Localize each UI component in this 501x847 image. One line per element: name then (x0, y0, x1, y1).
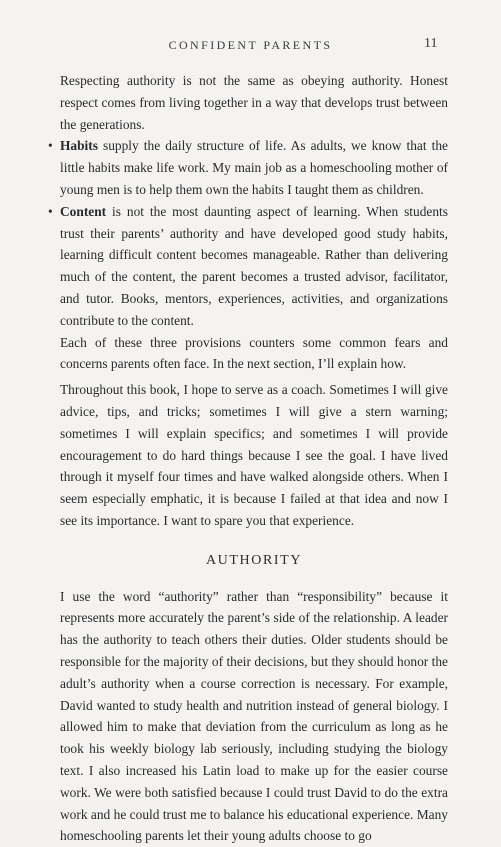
bullet-text-content: is not the most daunting aspect of learning. When students trust their parents’ authority and have developed good study habits, learning difficult content becomes manageable. Rather than delivering much of the content, the parent becomes a trusted advisor, facilitator, and tutor. Books, mentors, experiences, activities, and organizations contribute to the content. (60, 203, 448, 328)
page-number: 11 (424, 36, 438, 51)
running-head-title: CONFIDENT PARENTS (168, 38, 333, 52)
authority-paragraph: I use the word “authority” rather than “responsibility” because it represents more accurately the parent’s side of the relationship. A leader has the authority to teach others their duties. Older students should be responsible for the majority of their decisions, but they should honor the adult’s authority when a course correction is necessary. For example, David wanted to study health and nutrition instead of general biology. I allowed him to make that deviation from the curriculum as long as he took his weekly biology lab seriously, including studying the biology text. I also increased his Latin load to make up for the easier course work. We were both satisfied because I could trust David to do the extra work and he could trust me to balance his educational experience. Many homeschooling parents let their young adults choose to go (60, 588, 448, 844)
bullet-term-habits: Habits (60, 138, 98, 154)
coach-paragraph: Throughout this book, I hope to serve as a coach. Sometimes I will give advice, tips, and tricks; sometimes I will give a stern warning; sometimes I will explain specifics; and sometimes I will provide encouragement to do hard things because I see the goal. I have lived through it myself four times and have walked alongside others. When I seem especially emphatic, it is because I failed at that idea and now I see its importance. I want to spare you that experience. (60, 382, 448, 528)
section-heading-authority: AUTHORITY (205, 552, 303, 568)
summary-paragraph: Each of these three provisions counters some common fears and concerns parents often face. In the next section, I’ll explain how. (60, 334, 448, 372)
bullet-dot-icon: • (48, 203, 53, 219)
bullet-text-habits: supply the daily structure of life. As adults, we know that the little habits make life work. My main job as a homeschooling mother of young men is to help them own the habits I taught them as children. (60, 138, 448, 197)
bullet-item-habits (48, 135, 448, 200)
intro-continuation-paragraph: Respecting authority is not the same as obeying authority. Honest respect comes from living together in a way that develops trust between the generations. (60, 73, 448, 132)
provisions-bullet-list (48, 135, 448, 331)
body-text (48, 70, 448, 847)
bullet-dot-icon: • (48, 138, 53, 154)
bullet-term-content: Content (60, 203, 107, 219)
bullet-item-content (48, 201, 448, 332)
